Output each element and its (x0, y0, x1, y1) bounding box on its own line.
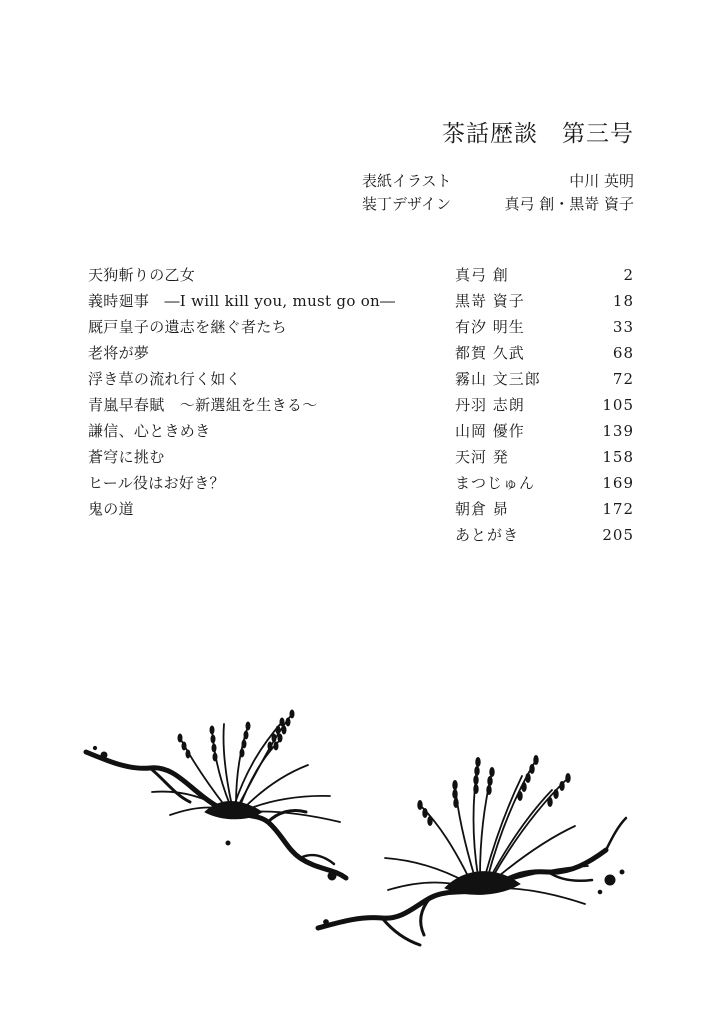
toc-entry-author: 朝倉 昴 (455, 500, 509, 518)
toc-entry-page: 158 (602, 448, 634, 466)
toc-entry-page: 72 (612, 370, 634, 388)
toc-entry-author: 山岡 優作 (455, 422, 525, 440)
toc-entry-page: 172 (602, 500, 634, 518)
toc-entry-title: 天狗斬りの乙女 (88, 266, 196, 284)
toc-entry-author: まつじゅん (455, 474, 536, 492)
toc-entry-title: 鬼の道 (88, 500, 134, 518)
toc-entry-page: 68 (612, 344, 634, 362)
toc-entry-page: 33 (612, 318, 634, 336)
toc-entry-author: 有汐 明生 (455, 318, 525, 336)
toc-entry-page: 205 (602, 526, 634, 544)
toc-entry-page: 2 (623, 266, 634, 284)
toc-entry-page: 139 (602, 422, 634, 440)
toc-entry-title: 義時廻事 ―I will kill you, must go on― (88, 292, 396, 310)
toc-entry-title: 謙信、心ときめき (88, 422, 211, 440)
toc-entry-title: 浮き草の流れ行く如く (88, 370, 242, 388)
toc-entry-author: 霧山 文三郎 (455, 370, 541, 388)
toc-entry-title: 老将が夢 (88, 344, 150, 362)
toc-entry-author: あとがき (455, 526, 520, 544)
credit-role: 表紙イラスト (362, 172, 452, 190)
toc-entry-author: 黒嵜 資子 (455, 292, 525, 310)
toc-entry-title: 青嵐早春賦 ～新選組を生きる～ (88, 396, 318, 414)
credit-role: 装丁デザイン (362, 195, 451, 213)
toc-entry-page: 18 (612, 292, 634, 310)
toc-entry-title: 厩戸皇子の遺志を継ぐ者たち (88, 318, 287, 336)
toc-entry-title: ヒール役はお好き？ (88, 474, 225, 492)
toc-entry-page: 169 (602, 474, 634, 492)
toc-entry-author: 天河 発 (455, 448, 509, 466)
toc-entry-page: 105 (602, 396, 634, 414)
credit-name: 中川 英明 (569, 172, 634, 190)
toc-entry-author: 真弓 創 (455, 266, 509, 284)
toc-entry-title: 蒼穹に挑む (88, 448, 165, 466)
magazine-title: 茶話歴談 第三号 (442, 121, 634, 147)
toc-entry-author: 丹羽 志朗 (455, 396, 525, 414)
credit-name: 真弓 創・黒嵜 資子 (504, 195, 634, 213)
toc-entry-author: 都賀 久武 (455, 344, 525, 362)
